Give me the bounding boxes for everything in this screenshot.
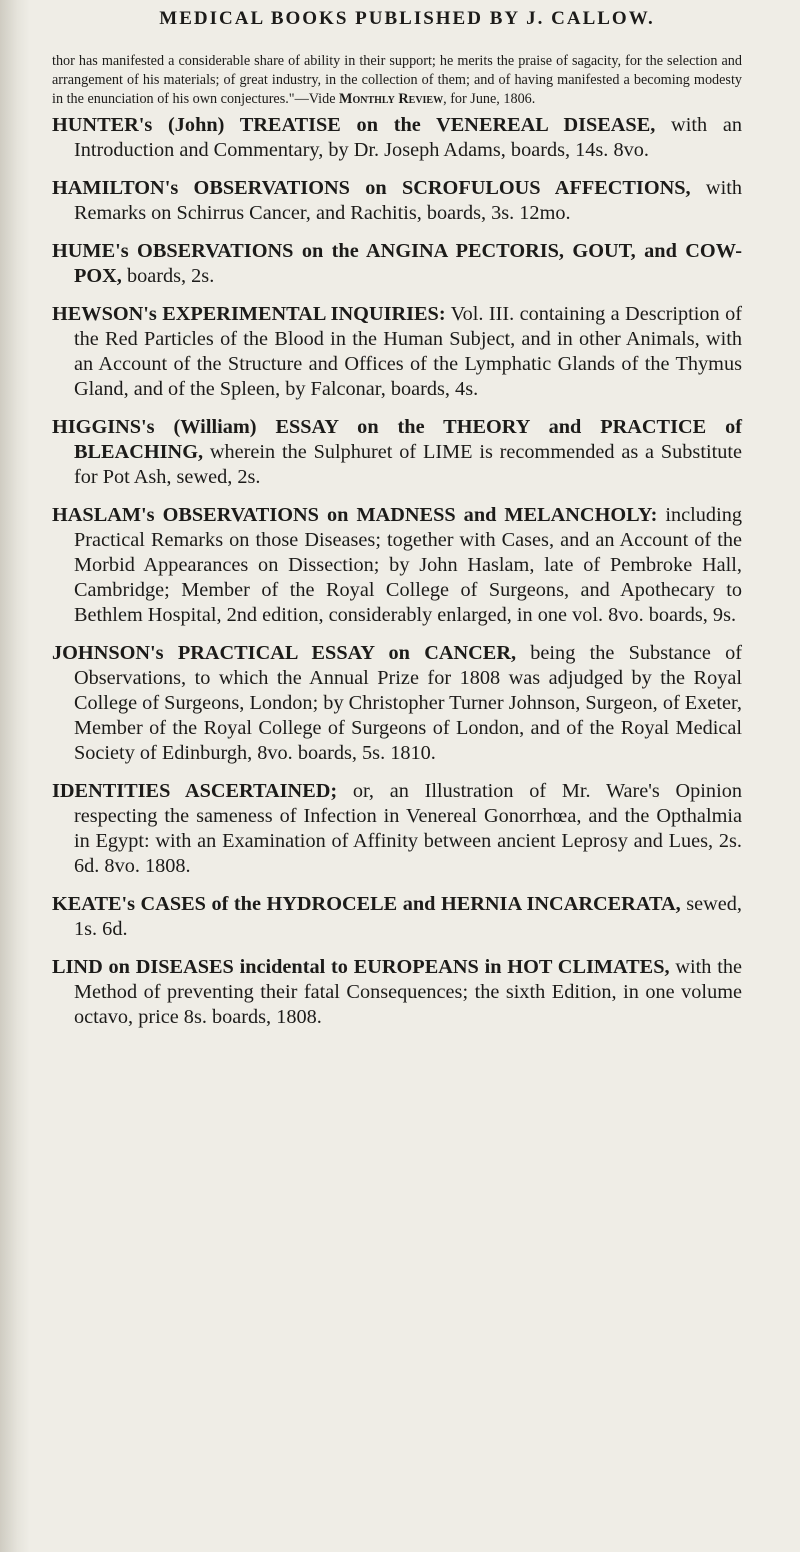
entry-heading: HASLAM's OBSERVATIONS on MADNESS and MELANCHOLY:	[52, 504, 658, 526]
book-entry-hamilton	[52, 176, 742, 226]
book-entry-identities	[52, 779, 742, 879]
entry-description: sewed, 1s. 6d.	[74, 893, 742, 940]
entry-heading: HIGGINS's (William) ESSAY on the THEORY and PRACTICE of BLEACHING,	[52, 416, 742, 463]
book-entry-hume	[52, 239, 742, 289]
intro-text: thor has manifested a considerable share of ability in their support; he merits the praise of sagacity, for the selection and arrangement of his materials; of great industry, in the collection of them; and of having manifested a becoming modesty in the enunciation of his own conjectures."—Vide	[52, 53, 742, 107]
entry-description: with the Method of preventing their fatal Consequences; the sixth Edition, in one volume octavo, price 8s. boards, 1808.	[74, 956, 742, 1028]
entry-heading: HEWSON's EXPERIMENTAL INQUIRIES:	[52, 303, 446, 325]
entry-heading: HUNTER's (John) TREATISE on the VENEREAL DISEASE,	[52, 114, 656, 136]
intro-paragraph	[52, 52, 742, 109]
entry-heading: JOHNSON's PRACTICAL ESSAY on CANCER,	[52, 642, 517, 664]
entry-description: boards, 2s.	[121, 265, 215, 287]
entry-heading: LIND on DISEASES incidental to EUROPEANS in HOT CLIMATES,	[52, 956, 670, 978]
book-entry-lind	[52, 955, 742, 1030]
entry-heading: KEATE's CASES of the HYDROCELE and HERNIA INCARCERATA,	[52, 893, 681, 915]
book-entry-keate	[52, 892, 742, 942]
entry-description: or, an Illustration of Mr. Ware's Opinion respecting the sameness of Infection in Venereal Gonorrhœa, and the Opthalmia in Egypt: with an Examination of Affinity between ancient Leprosy and Lues, 2s. 6d. 8vo. 1808.	[74, 780, 742, 877]
entry-description: being the Substance of Observations, to which the Annual Prize for 1808 was adjudged by the Royal College of Surgeons, London; by Christopher Turner Johnson, Surgeon, of Exeter, Member of the Royal College of Surgeons of London, and of the Royal Medical Society of Edinburgh, 8vo. boards, 5s. 1810.	[74, 642, 742, 764]
intro-source: Monthly Review	[339, 91, 444, 107]
book-entry-johnson	[52, 641, 742, 766]
entry-description: with an Introduction and Commentary, by Dr. Joseph Adams, boards, 14s. 8vo.	[74, 114, 742, 161]
entry-description: Vol. III. containing a Description of the Red Particles of the Blood in the Human Subject, and in other Animals, with an Account of the Structure and Offices of the Lymphatic Glands of the Thymus Gland, and of the Spleen, by Falconar, boards, 4s.	[74, 303, 742, 400]
entry-heading: HAMILTON's OBSERVATIONS on SCROFULOUS AFFECTIONS,	[52, 177, 691, 199]
entry-heading: HUME's OBSERVATIONS on the ANGINA PECTORIS, GOUT, and COW-POX,	[52, 240, 742, 287]
entry-heading: IDENTITIES ASCERTAINED;	[52, 780, 338, 802]
entry-description: with Remarks on Schirrus Cancer, and Rachitis, boards, 3s. 12mo.	[74, 177, 742, 224]
intro-tail: , for June, 1806.	[443, 91, 536, 107]
running-head: MEDICAL BOOKS PUBLISHED BY J. CALLOW.	[159, 8, 655, 29]
book-entry-hewson	[52, 302, 742, 402]
book-entry-haslam	[52, 503, 742, 628]
book-entry-higgins	[52, 415, 742, 490]
book-entry-hunter	[52, 113, 742, 163]
entry-description: including Practical Remarks on those Diseases; together with Cases, and an Account of the Morbid Appearances on Dissection; by John Haslam, late of Pembroke Hall, Cambridge; Member of the Royal College of Surgeons, and Apothecary to Bethlem Hospital, 2nd edition, considerably enlarged, in one vol. 8vo. boards, 9s.	[74, 504, 742, 626]
entry-description: wherein the Sulphuret of LIME is recommended as a Substitute for Pot Ash, sewed, 2s.	[74, 441, 742, 488]
